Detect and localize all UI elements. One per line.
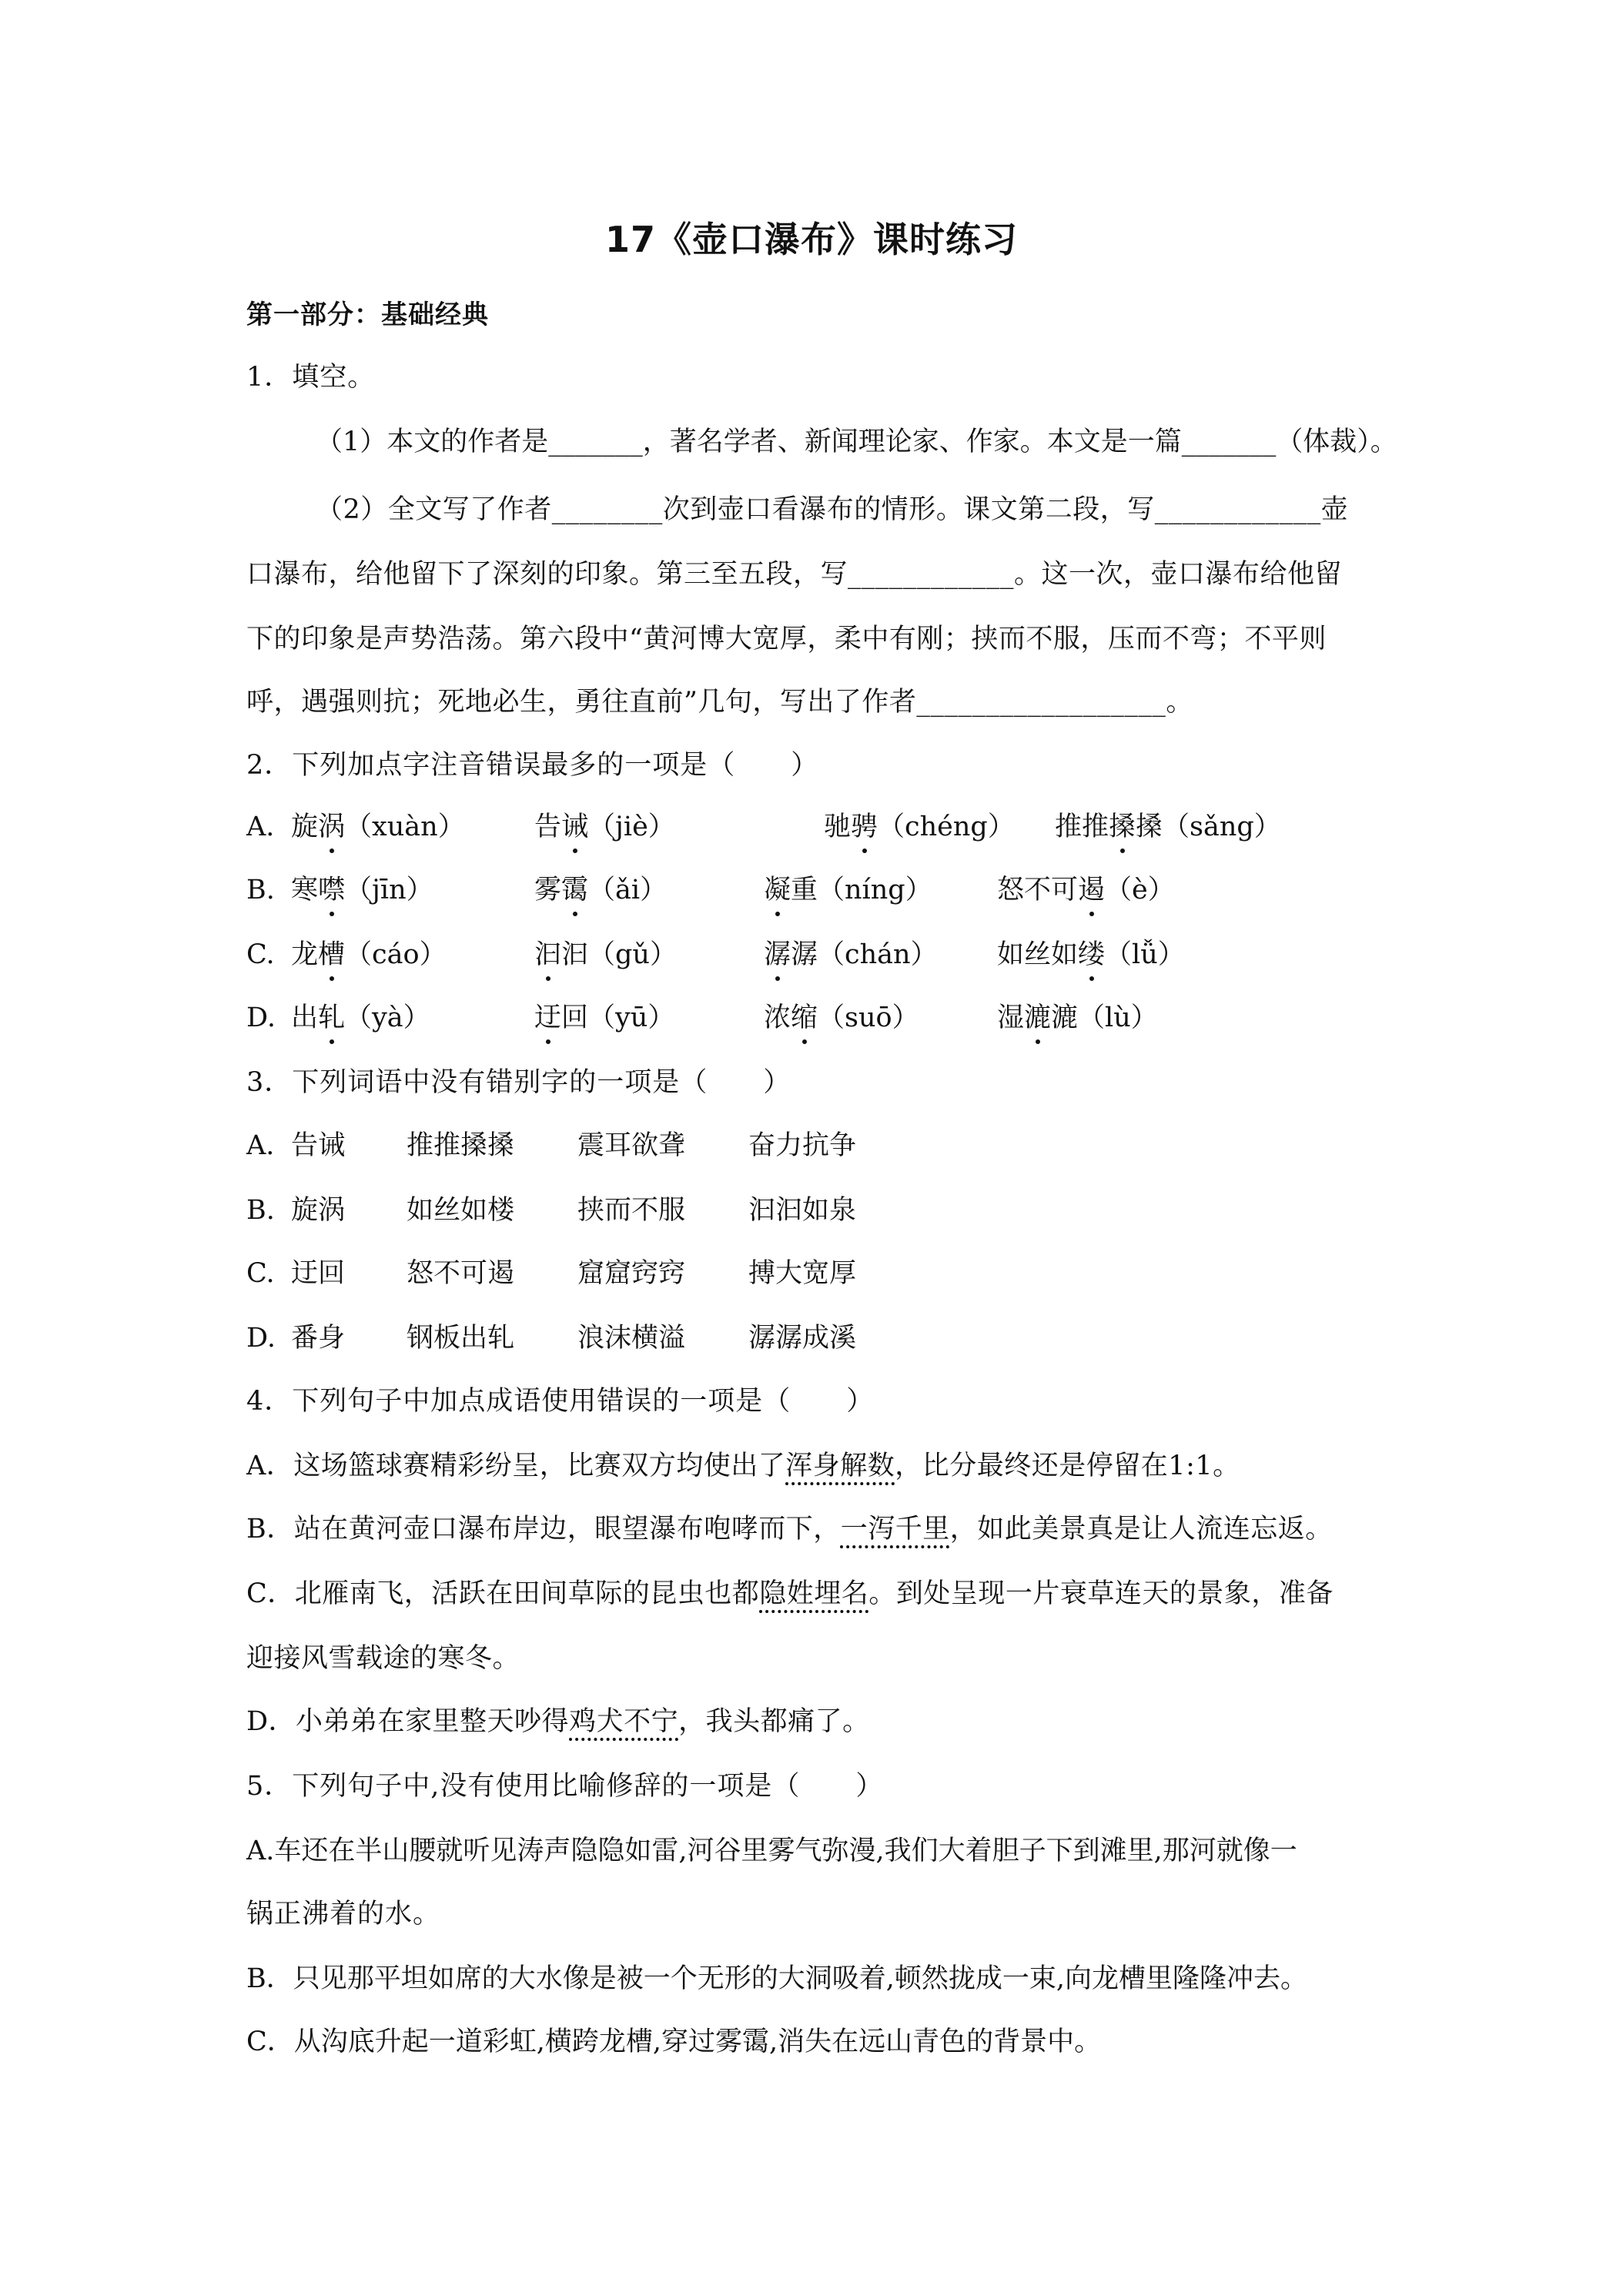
- dotted-char: 涡: [318, 807, 345, 847]
- dotted-char: 骋: [851, 807, 878, 847]
- option-label: D.: [246, 1323, 276, 1354]
- pinyin-item: 推推搡搡（sǎng）: [1055, 807, 1281, 847]
- q1-part2-line4: 呼，遇强则抗；死地必生，勇往直前”几句，写出了作者__________________。: [246, 687, 1193, 718]
- q4-option-a: A．这场篮球赛精彩纷呈，比赛双方均使出了浑身解数，比分最终还是停留在1:1。: [246, 1446, 1240, 1486]
- word-item: 推推搡搡: [407, 1130, 515, 1161]
- q4-option-c-cont: 迎接风雪载途的寒冬。: [246, 1643, 520, 1674]
- option-label: B.: [246, 1195, 275, 1226]
- q4-option-d: D．小弟弟在家里整天吵得鸡犬不宁，我头都痛了。: [246, 1702, 870, 1742]
- dotted-idiom: 一泻千里: [840, 1514, 950, 1545]
- pinyin-item: 如丝如缕（lǚ）: [997, 935, 1185, 975]
- q3-stem: 3．下列词语中没有错别字的一项是（ ）: [246, 1067, 791, 1098]
- option-label: D.: [246, 1002, 276, 1033]
- dotted-char: 迂: [534, 998, 561, 1038]
- pinyin-item: 旋涡（xuàn）: [291, 807, 465, 847]
- option-label: C.: [246, 1258, 275, 1289]
- q1-part1: （1）本文的作者是_______，著名学者、新闻理论家、作家。本文是一篇_______（体裁）。: [316, 427, 1397, 457]
- dotted-idiom: 鸡犬不宁: [569, 1706, 679, 1737]
- option-label: A.: [246, 1130, 275, 1161]
- pinyin-item: 凝重（níng）: [764, 870, 932, 910]
- q4-option-c: C．北雁南飞，活跃在田间草际的昆虫也都隐姓埋名。到处呈现一片衰草连天的景象，准备: [246, 1574, 1334, 1614]
- pinyin-item: 雾霭（ǎi）: [534, 870, 667, 910]
- dotted-char: 诫: [561, 807, 588, 847]
- pinyin-item: 龙槽（cáo）: [291, 935, 447, 975]
- q5-option-a-line2: 锅正沸着的水。: [246, 1899, 441, 1930]
- dotted-idiom: 浑身解数: [785, 1451, 895, 1481]
- word-item: 浪沫横溢: [577, 1323, 686, 1354]
- pinyin-item: 寒噤（jīn）: [291, 870, 433, 910]
- page-title: 17《壶口瀑布》课时练习: [604, 219, 1018, 260]
- option-label: C.: [246, 939, 275, 970]
- dotted-char: 缩: [791, 998, 818, 1038]
- dotted-char: 槽: [318, 935, 345, 975]
- q1-stem: 1．填空。: [246, 362, 376, 393]
- dotted-char: 霭: [561, 870, 588, 910]
- section-heading: 第一部分：基础经典: [246, 300, 489, 330]
- word-item: 告诫: [291, 1130, 346, 1161]
- pinyin-item: 浓缩（suō）: [764, 998, 919, 1038]
- pinyin-item: 怒不可遏（è）: [997, 870, 1175, 910]
- dotted-char: 噤: [318, 870, 345, 910]
- q5-option-a-line1: A.车还在半山腰就听见涛声隐隐如雷,河谷里雾气弥漫,我们大着胆子下到滩里,那河就像一: [246, 1836, 1297, 1866]
- q5-option-b: B．只见那平坦如席的大水像是被一个无形的大洞吸着,顿然拢成一束,向龙槽里隆隆冲去。: [246, 1963, 1307, 1994]
- word-item: 窟窟窍窍: [577, 1258, 686, 1289]
- word-item: 怒不可遏: [407, 1258, 515, 1289]
- pinyin-item: 湿漉漉（lù）: [997, 998, 1158, 1038]
- q2-stem: 2．下列加点字注音错误最多的一项是（ ）: [246, 750, 819, 781]
- dotted-char: 汩: [534, 935, 561, 975]
- q5-stem: 5．下列句子中,没有使用比喻修辞的一项是（ ）: [246, 1771, 884, 1802]
- word-item: 潺潺成溪: [748, 1323, 857, 1354]
- pinyin-item: 告诫（jiè）: [534, 807, 675, 847]
- q1-part2-line1: （2）全文写了作者________次到壶口看瀑布的情形。课文第二段，写____________壶: [316, 494, 1349, 525]
- q4-option-b: B．站在黄河壶口瀑布岸边，眼望瀑布咆哮而下，一泻千里，如此美景真是让人流连忘返。: [246, 1509, 1333, 1549]
- dotted-char: 缕: [1078, 935, 1105, 975]
- q1-part2-line3: 下的印象是声势浩荡。第六段中“黄河博大宽厚，柔中有刚；挟而不服，压而不弯；不平则: [246, 624, 1327, 654]
- q1-part2-line2: 口瀑布，给他留下了深刻的印象。第三至五段，写____________。这一次，壶口瀑布给他留: [246, 559, 1343, 590]
- pinyin-item: 汩汩（gǔ）: [534, 935, 677, 975]
- dotted-char: 漉: [1024, 998, 1051, 1038]
- dotted-char: 潺: [764, 935, 791, 975]
- q5-option-c: C．从沟底升起一道彩虹,横跨龙槽,穿过雾霭,消失在远山青色的背景中。: [246, 2027, 1102, 2057]
- dotted-char: 凝: [764, 870, 791, 910]
- dotted-idiom: 隐姓埋名: [759, 1578, 869, 1609]
- word-item: 汩汩如泉: [748, 1195, 857, 1226]
- option-label: A.: [246, 812, 275, 842]
- q4-stem: 4．下列句子中加点成语使用错误的一项是（ ）: [246, 1386, 875, 1417]
- word-item: 番身: [291, 1323, 346, 1354]
- pinyin-item: 潺潺（chán）: [764, 935, 938, 975]
- word-item: 迂回: [291, 1258, 346, 1289]
- option-label: B.: [246, 875, 275, 905]
- pinyin-item: 出轧（yà）: [291, 998, 430, 1038]
- word-item: 奋力抗争: [748, 1130, 857, 1161]
- pinyin-item: 驰骋（chéng）: [824, 807, 1015, 847]
- word-item: 如丝如楼: [407, 1195, 515, 1226]
- word-item: 搏大宽厚: [748, 1258, 857, 1289]
- pinyin-item: 迂回（yū）: [534, 998, 674, 1038]
- word-item: 震耳欲聋: [577, 1130, 686, 1161]
- word-item: 挟而不服: [577, 1195, 686, 1226]
- dotted-char: 遏: [1078, 870, 1105, 910]
- word-item: 钢板出轧: [407, 1323, 515, 1354]
- word-item: 旋涡: [291, 1195, 346, 1226]
- dotted-char: 搡: [1109, 807, 1136, 847]
- dotted-char: 轧: [318, 998, 345, 1038]
